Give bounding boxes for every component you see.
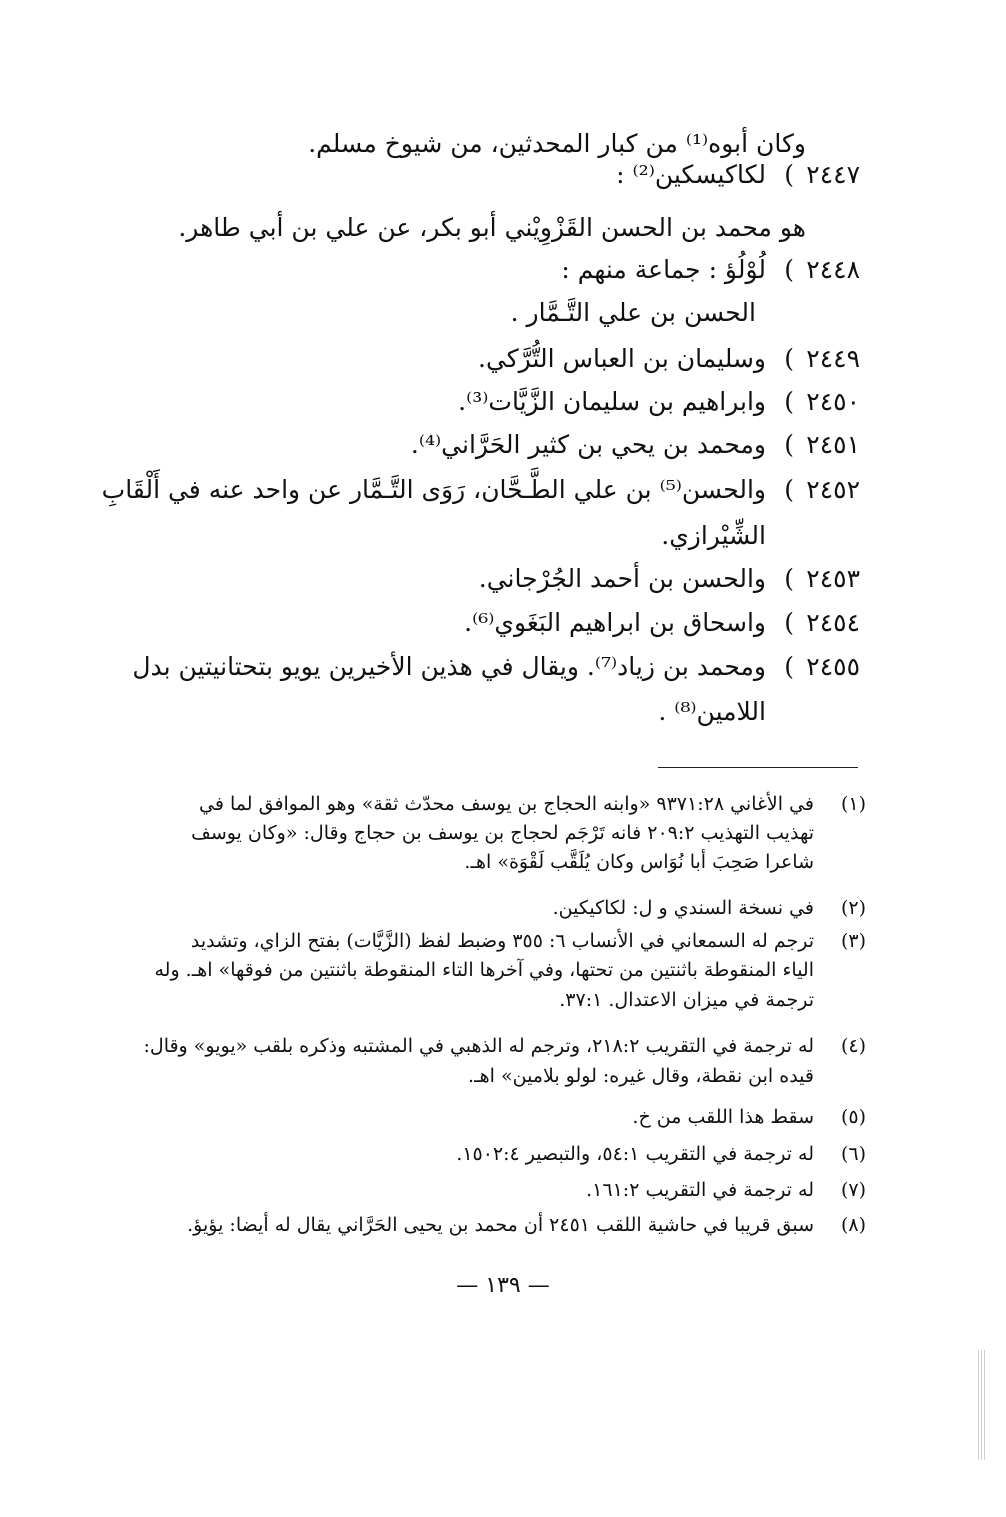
entry-number: ٢٤٥٠ xyxy=(806,387,860,416)
entry-number: ٢٤٥٥ xyxy=(806,652,860,681)
entry-paren: ) xyxy=(784,387,794,416)
entry-paren: ) xyxy=(784,255,794,284)
footnote-number: (٣) xyxy=(840,930,866,952)
entry-paren: ) xyxy=(784,652,794,681)
entry-number: ٢٤٥٢ xyxy=(806,475,860,504)
entry-number: ٢٤٤٨ xyxy=(806,255,860,284)
entry-text: ومحمد بن زياد⁽⁷⁾. ويقال في هذين الأخيرين يويو بتحتانيتين بدل xyxy=(132,652,766,681)
scan-edge-marks xyxy=(978,1350,986,1460)
footnote-line: له ترجمة في التقريب ١٦١:٢. xyxy=(586,1179,814,1201)
entry-paren: ) xyxy=(784,344,794,373)
footnote-line: في نسخة السندي و ل: لكاكيكين. xyxy=(552,897,814,919)
text-line: الشِّيْرازي. xyxy=(661,521,766,550)
entry-text: والحسن بن أحمد الجُرْجاني. xyxy=(478,564,766,593)
footnote-line: ترجم له السمعاني في الأنساب ٦: ٣٥٥ وضبط لفظ (الزَّيَّات) بفتح الزاي، وتشديد xyxy=(190,930,814,952)
page-number: — ١٣٩ — xyxy=(456,1273,550,1298)
entry-number: ٢٤٤٩ xyxy=(806,344,860,373)
text-line: وكان أبوه⁽¹⁾ من كبار المحدثين، من شيوخ مسلم. xyxy=(308,129,806,158)
entry-text: واسحاق بن ابراهيم البَغَوي⁽⁶⁾. xyxy=(464,608,766,637)
footnote-number: (٢) xyxy=(840,897,866,919)
footnote-line: شاعرا صَحِبَ أبا نُوَاس وكان يُلَقَّب لَقْوَة» اهـ. xyxy=(464,851,814,873)
footnote-line: تهذيب التهذيب ٢٠٩:٢ فانه تَرْجَم لحجاج بن يوسف بن حجاج وقال: «وكان يوسف xyxy=(191,822,814,844)
entry-text: والحسن⁽⁵⁾ بن علي الطَّـحَّان، رَوَى التَّـمَّار عن واحد عنه في أَلْقَابِ xyxy=(101,475,766,504)
entry-text: وسليمان بن العباس التُّرَّكي. xyxy=(478,344,766,373)
footnote-number: (٧) xyxy=(840,1179,866,1201)
entry-paren: ) xyxy=(784,160,794,189)
footnote-line: له ترجمة في التقريب ٢١٨:٢، وترجم له الذهبي في المشتبه وذكره بلقب «يويو» وقال: xyxy=(143,1035,814,1057)
entry-text: لكاكيسكين⁽²⁾ : xyxy=(616,160,766,189)
footnote-line: قيده ابن نقطة، وقال غيره: لولو بلامين» اهـ. xyxy=(468,1065,814,1087)
text-line: الحسن بن علي التَّـمَّار . xyxy=(510,298,756,327)
footnote-line: في الأغاني ٩٣٧١:٢٨ «وابنه الحجاج بن يوسف محدّث ثقة» وهو الموافق لما في xyxy=(199,793,814,815)
footnote-line: ترجمة في ميزان الاعتدال. ٣٧:١. xyxy=(559,989,814,1011)
entry-paren: ) xyxy=(784,608,794,637)
footnote-number: (٨) xyxy=(840,1214,866,1236)
footnote-line: الياء المنقوطة باثنتين من تحتها، وفي آخرها التاء المنقوطة باثنتين من فوقها» اهـ. وله xyxy=(154,959,814,981)
entry-number: ٢٤٥٤ xyxy=(806,608,860,637)
text-line: اللامين⁽⁸⁾ . xyxy=(658,697,766,726)
footnote-number: (١) xyxy=(840,793,866,815)
footnote-separator xyxy=(658,767,858,768)
text-line: هو محمد بن الحسن القَزْوِيْني أبو بكر، عن علي بن أبي طاهر. xyxy=(178,213,806,242)
footnote-line: سبق قريبا في حاشية اللقب ٢٤٥١ أن محمد بن يحيى الحَرَّاني يقال له أيضا: يؤيؤ. xyxy=(187,1214,814,1236)
entry-text: ومحمد بن يحي بن كثير الحَرَّاني⁽⁴⁾. xyxy=(410,430,766,459)
entry-number: ٢٤٤٧ xyxy=(806,160,860,189)
entry-number: ٢٤٥٣ xyxy=(806,564,860,593)
entry-paren: ) xyxy=(784,430,794,459)
footnote-line: سقط هذا اللقب من خ. xyxy=(632,1106,814,1128)
entry-text: لُوْلُؤ : جماعة منهم : xyxy=(561,255,766,284)
entry-paren: ) xyxy=(784,564,794,593)
entry-text: وابراهيم بن سليمان الزَّيَّات⁽³⁾. xyxy=(458,387,766,416)
entry-paren: ) xyxy=(784,475,794,504)
footnote-number: (٤) xyxy=(840,1035,866,1057)
footnote-number: (٦) xyxy=(840,1143,866,1165)
footnote-number: (٥) xyxy=(840,1106,866,1128)
footnote-line: له ترجمة في التقريب ٥٤:١، والتبصير ١٥٠٢:٤. xyxy=(456,1143,814,1165)
entry-number: ٢٤٥١ xyxy=(806,430,860,459)
